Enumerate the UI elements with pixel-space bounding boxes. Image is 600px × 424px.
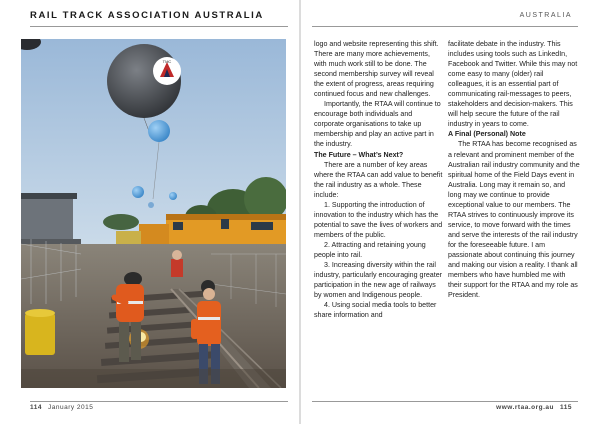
paragraph: Importantly, the RTAA will continue to encourage both individuals and corporate organisations to take up membership and play an active part in the industry. <box>314 100 441 149</box>
page-gutter <box>299 0 301 424</box>
running-header-left: RAIL TRACK ASSOCIATION AUSTRALIA <box>30 10 264 21</box>
svg-text:TMC: TMC <box>162 59 172 64</box>
article-column-left <box>314 39 444 320</box>
footer-rule-left <box>30 401 288 402</box>
paragraph: logo and website representing this shift. There are many more achievements, with much work still to be done. The second membership survey will reveal the extent of progress, areas requiring continued focus and new challenges. <box>314 40 439 99</box>
page-number-left: 114 <box>30 404 42 411</box>
list-item: 2. Attracting and retaining young people into rail. <box>314 240 426 259</box>
paragraph: facilitate debate in the industry. This includes using tools such as LinkedIn, Facebook and Twitter. While this may not come easy to many (older) rail colleagues, it is an essential part of communicating rail-messages to peers, stakeholders and decision-makers. This will help secure the future of the rail industry in years to come. <box>448 40 578 129</box>
running-header-right: AUSTRALIA <box>519 12 572 19</box>
footer-rule-right <box>312 401 578 402</box>
page-number-right: 115 <box>560 404 572 411</box>
section-heading: A Final (Personal) Note <box>448 130 526 139</box>
header-rule-right <box>312 26 578 27</box>
list-item: 3. Increasing diversity within the rail industry, particularly encouraging greater participation in the new age of railways by women and Indigenous people. <box>314 261 443 300</box>
paragraph: The RTAA has become recognised as a relevant and prominent member of the Australian rail industry community and the spiritual home of the Field Days event in Australia. Long may it remain so, and long may we continue to provide exceptional value to our members. The RTAA strives to continuously improve its service, to move forward with the times and serve the interests of the rail industry for the foreseeable future. I am passionate about continuing this journey and making our vision a reality. I thank all members who have humbled me with their support for the RTAA and my role as President. <box>448 140 580 300</box>
website-url: www.rtaa.org.au <box>496 404 554 411</box>
footer-right <box>496 404 572 411</box>
list-item: 1. Supporting the introduction of innovation to the industry which has the potential to save the lives of workers and members of the public. <box>314 200 443 239</box>
field-days-photo <box>21 39 286 388</box>
paragraph: There are a number of key areas where the RTAA can add value to benefit the rail industry as a whole. These include: <box>314 160 443 199</box>
header-rule-left <box>30 26 288 27</box>
section-heading: The Future – What’s Next? <box>314 150 404 159</box>
list-item: 4. Using social media tools to better share information and <box>314 301 437 320</box>
article-column-right <box>448 39 580 300</box>
issue-date: January 2015 <box>48 404 94 411</box>
footer-left <box>30 404 93 411</box>
